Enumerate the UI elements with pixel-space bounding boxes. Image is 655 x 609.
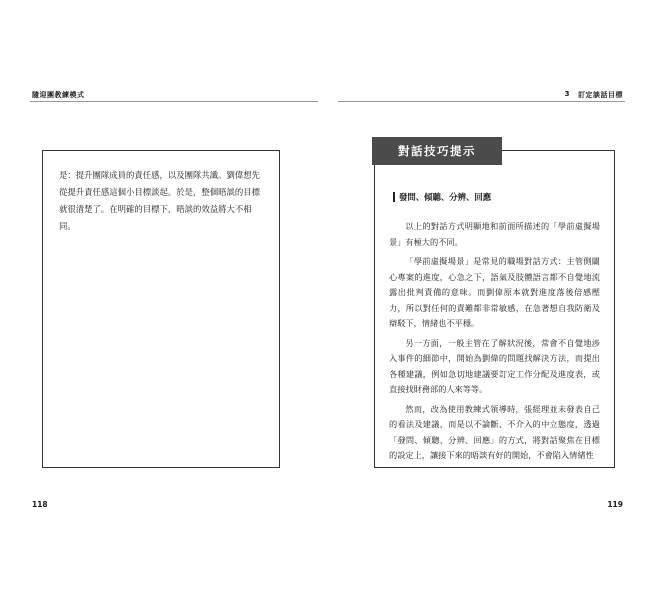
chapter-title: 訂定談話目標 [578,91,623,99]
section-heading [393,191,491,203]
chapter-number: 3 [564,90,570,98]
page-number-right: 119 [607,500,623,509]
tip-body [389,219,600,468]
tip-box [374,144,615,468]
paragraph: 另一方面，一般主管在了解狀況後，常會不自覺地涉入事件的細節中，開始為劉偉的問題找解決方法，而提出各種建議，例如急切地建議要訂定工作分配及進度表，或直接找財務部的人來等等。 [389,337,600,394]
section-heading-text: 發問、傾聽、分辨、回應 [399,192,492,202]
paragraph: 「學前虛擬場景」是常見的職場對話方式：主管側闢心專案的進度，心急之下，語氣及肢體語言都不自覺地流露出批判責備的意味。而劉偉原本就對進度落後倍感壓力，所以對任何的責難都非常敏感，在急著想自我防衛及辯駁下，情緒也不平穩。 [389,256,600,328]
paragraph: 以上的對話方式明顯地和前面所描述的「學前虛擬場景」有極大的不同。 [389,221,600,247]
header-rule-left [30,101,318,102]
left-body-text: 是：提升團隊成員的責任感，以及團隊共識。劉偉想先從提升責任感這個小目標談起。於是，整個晤談的目標就很清楚了。在明確的目標下，晤談的效益將大不相同。 [59,170,260,231]
header-rule-right [338,101,625,102]
running-head-left: 隨迎團教練模式 [32,91,85,99]
left-text-box [42,150,280,468]
running-head-right [565,90,623,100]
tip-banner: 對話技巧提示 [372,137,502,165]
paragraph: 然而，改為使用教練式領導時，張經理並未發表自己的看法及建議，而是以不論斷、不介入的中立態度，透過「發問、傾聽、分辨、回應」的方式，將對話聚焦在目標的設定上，讓接下來的晤談有好的開始，不會陷入情緒性 [389,403,600,460]
section-bar-icon [393,192,395,202]
page-number-left: 118 [32,500,48,509]
